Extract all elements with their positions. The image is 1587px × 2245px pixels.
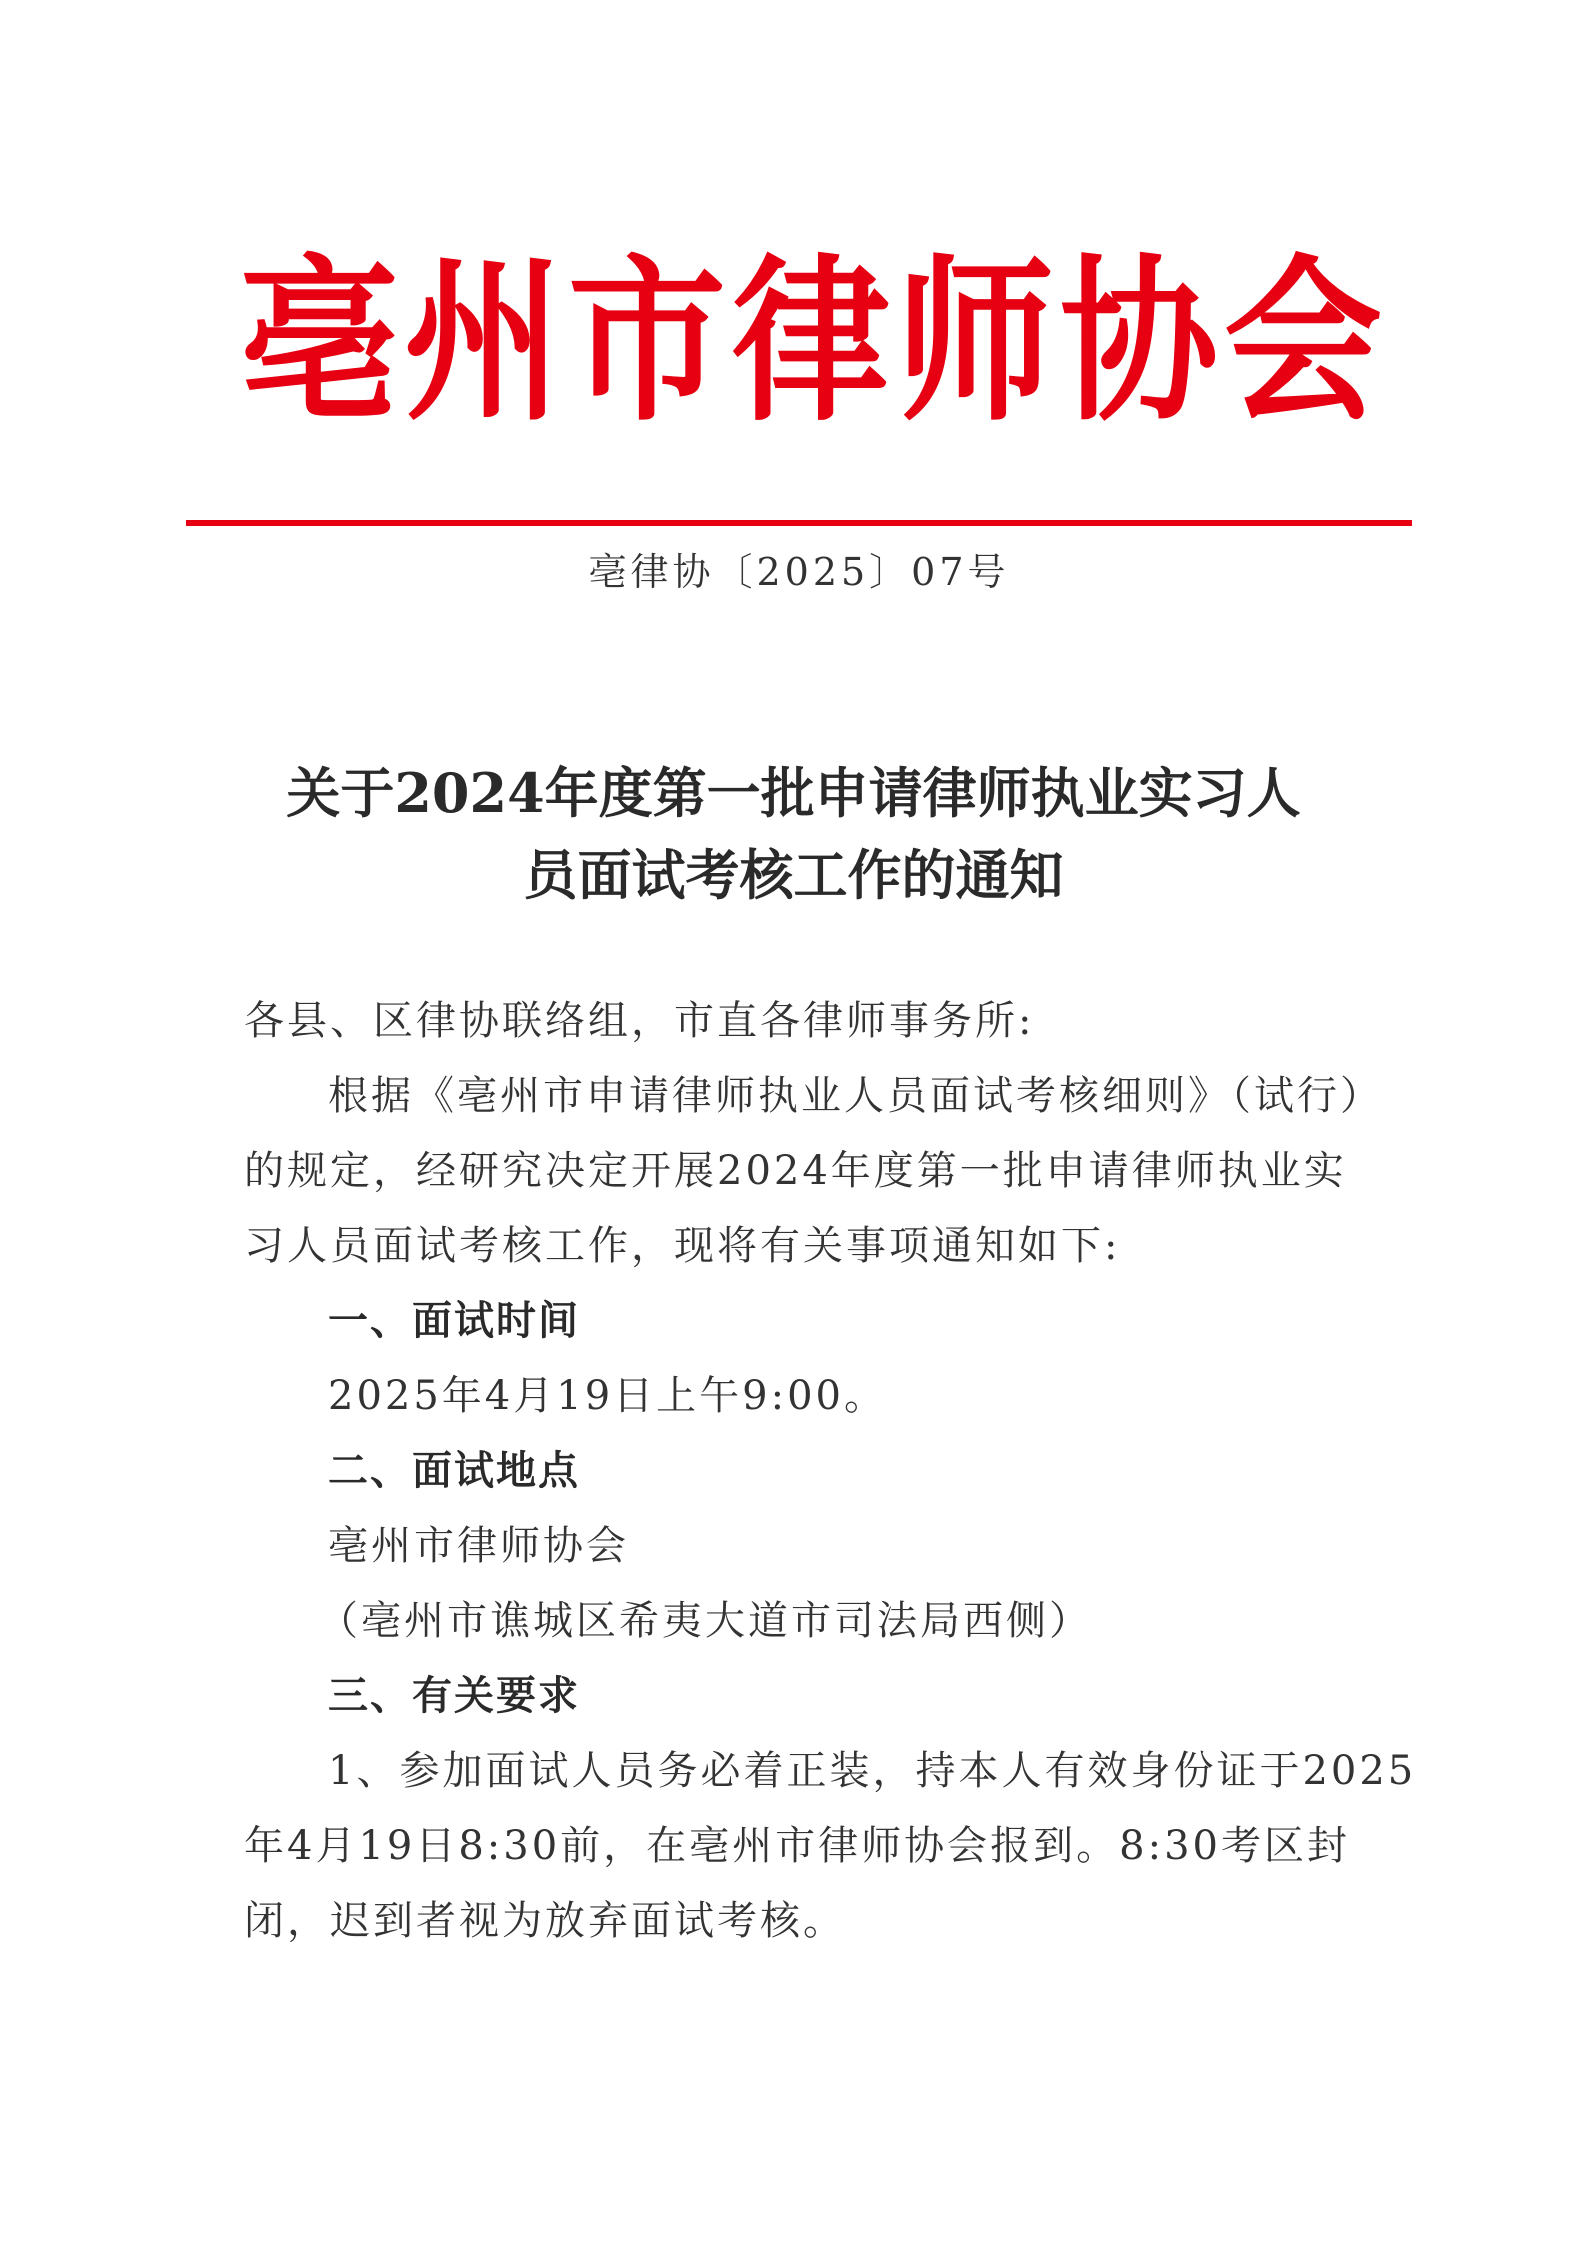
section-heading-location: 二、面试地点 [328,1448,580,1494]
title-line-2: 员面试考核工作的通知 [523,843,1064,907]
org-letterhead: 亳州市律师协会 [240,239,1388,446]
intro-line-1: 根据《亳州市申请律师执业人员面试考核细则》（试行） [328,1073,1383,1119]
section-heading-requirements: 三、有关要求 [328,1673,580,1719]
requirement-line-1: 1、参加面试人员务必着正装，持本人有效身份证于2025 [328,1748,1417,1794]
requirement-line-2: 年4月19日8:30前，在亳州市律师协会报到。8:30考区封 [244,1823,1350,1869]
interview-location: 亳州市律师协会 [328,1523,629,1569]
title-line-1: 关于2024年度第一批申请律师执业实习人 [286,761,1301,825]
location-address: （亳州市谯城区希夷大道市司法局西侧） [318,1598,1092,1644]
interview-time: 2025年4月19日上午9:00。 [328,1373,887,1419]
red-divider [186,520,1412,526]
requirement-line-3: 闭，迟到者视为放弃面试考核。 [244,1898,846,1944]
document-title [200,752,1387,916]
intro-line-3: 习人员面试考核工作，现将有关事项通知如下: [244,1223,1121,1269]
section-heading-time: 一、面试时间 [328,1298,580,1344]
intro-line-2: 的规定，经研究决定开展2024年度第一批申请律师执业实 [244,1148,1347,1194]
document-number: 亳律协〔2025〕07号 [588,550,1010,594]
salutation: 各县、区律协联络组，市直各律师事务所: [244,998,1035,1044]
